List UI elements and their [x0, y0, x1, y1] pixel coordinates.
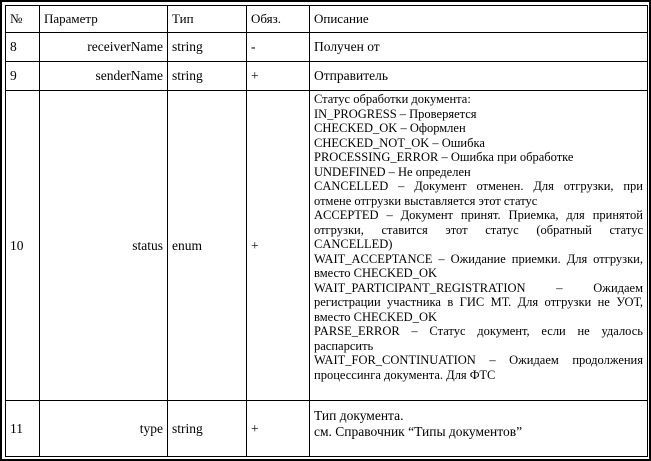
row-required: +: [247, 91, 310, 401]
row-type: string: [168, 33, 247, 62]
row-description: Отправитель: [310, 62, 648, 91]
row-required: +: [247, 62, 310, 91]
row-required: -: [247, 33, 310, 62]
row-type: enum: [168, 91, 247, 401]
row-num: 8: [6, 33, 40, 62]
status-description: [310, 91, 648, 401]
header-param: Параметр: [40, 6, 168, 33]
status-option: CANCELLED – Документ отменен. Для отгрузки, при отмене отгрузки выставляется этот статус: [314, 179, 643, 208]
type-description-line: Тип документа.: [314, 408, 404, 423]
header-required: Обяз.: [247, 6, 310, 33]
status-option: CHECKED_OK – Оформлен: [314, 121, 466, 135]
table-header-row: [6, 6, 648, 33]
status-option: PARSE_ERROR – Статус документ, если не удалось распарсить: [314, 324, 643, 353]
table-row: [6, 401, 648, 457]
row-required: +: [247, 401, 310, 457]
row-param: senderName: [40, 62, 168, 91]
status-option: UNDEFINED – Не определен: [314, 164, 471, 179]
status-intro: Статус обработки документа:: [314, 92, 471, 106]
header-type: Тип: [168, 6, 247, 33]
header-description: Описание: [310, 6, 648, 33]
status-option: PROCESSING_ERROR – Ошибка при обработке: [314, 150, 574, 164]
row-num: 11: [6, 401, 40, 457]
status-option: WAIT_FOR_CONTINUATION – Ожидаем продолжения процессинга документа. Для ФТС: [314, 353, 643, 382]
row-num: 9: [6, 62, 40, 91]
type-description: [310, 401, 648, 457]
status-option: ACCEPTED – Документ принят. Приемка, для принятой отгрузки, ставится этот статус (обратный статус CANCELLED): [314, 208, 643, 251]
row-type: string: [168, 62, 247, 91]
table-row: [6, 62, 648, 91]
parameters-table: [5, 5, 648, 457]
status-option: WAIT_PARTICIPANT_REGISTRATION – Ожидаем регистрации участника в ГИС МТ. Для отгрузки не УОТ, вместо CHECKED_OK: [314, 280, 643, 324]
status-option: WAIT_ACCEPTANCE – Ожидание приемки. Для отгрузки, вместо CHECKED_OK: [314, 251, 643, 280]
row-param: status: [40, 91, 168, 401]
row-param: receiverName: [40, 33, 168, 62]
row-type: string: [168, 401, 247, 457]
row-num: 10: [6, 91, 40, 401]
row-description: Получен от: [310, 33, 648, 62]
table-row: [6, 33, 648, 62]
status-option: IN_PROGRESS – Проверяется: [314, 106, 477, 121]
header-num: №: [6, 6, 40, 33]
type-description-reference: см. Справочник “Типы документов”: [314, 424, 523, 439]
row-param: type: [40, 401, 168, 457]
table-row: [6, 91, 648, 401]
status-option: CHECKED_NOT_OK – Ошибка: [314, 135, 485, 150]
